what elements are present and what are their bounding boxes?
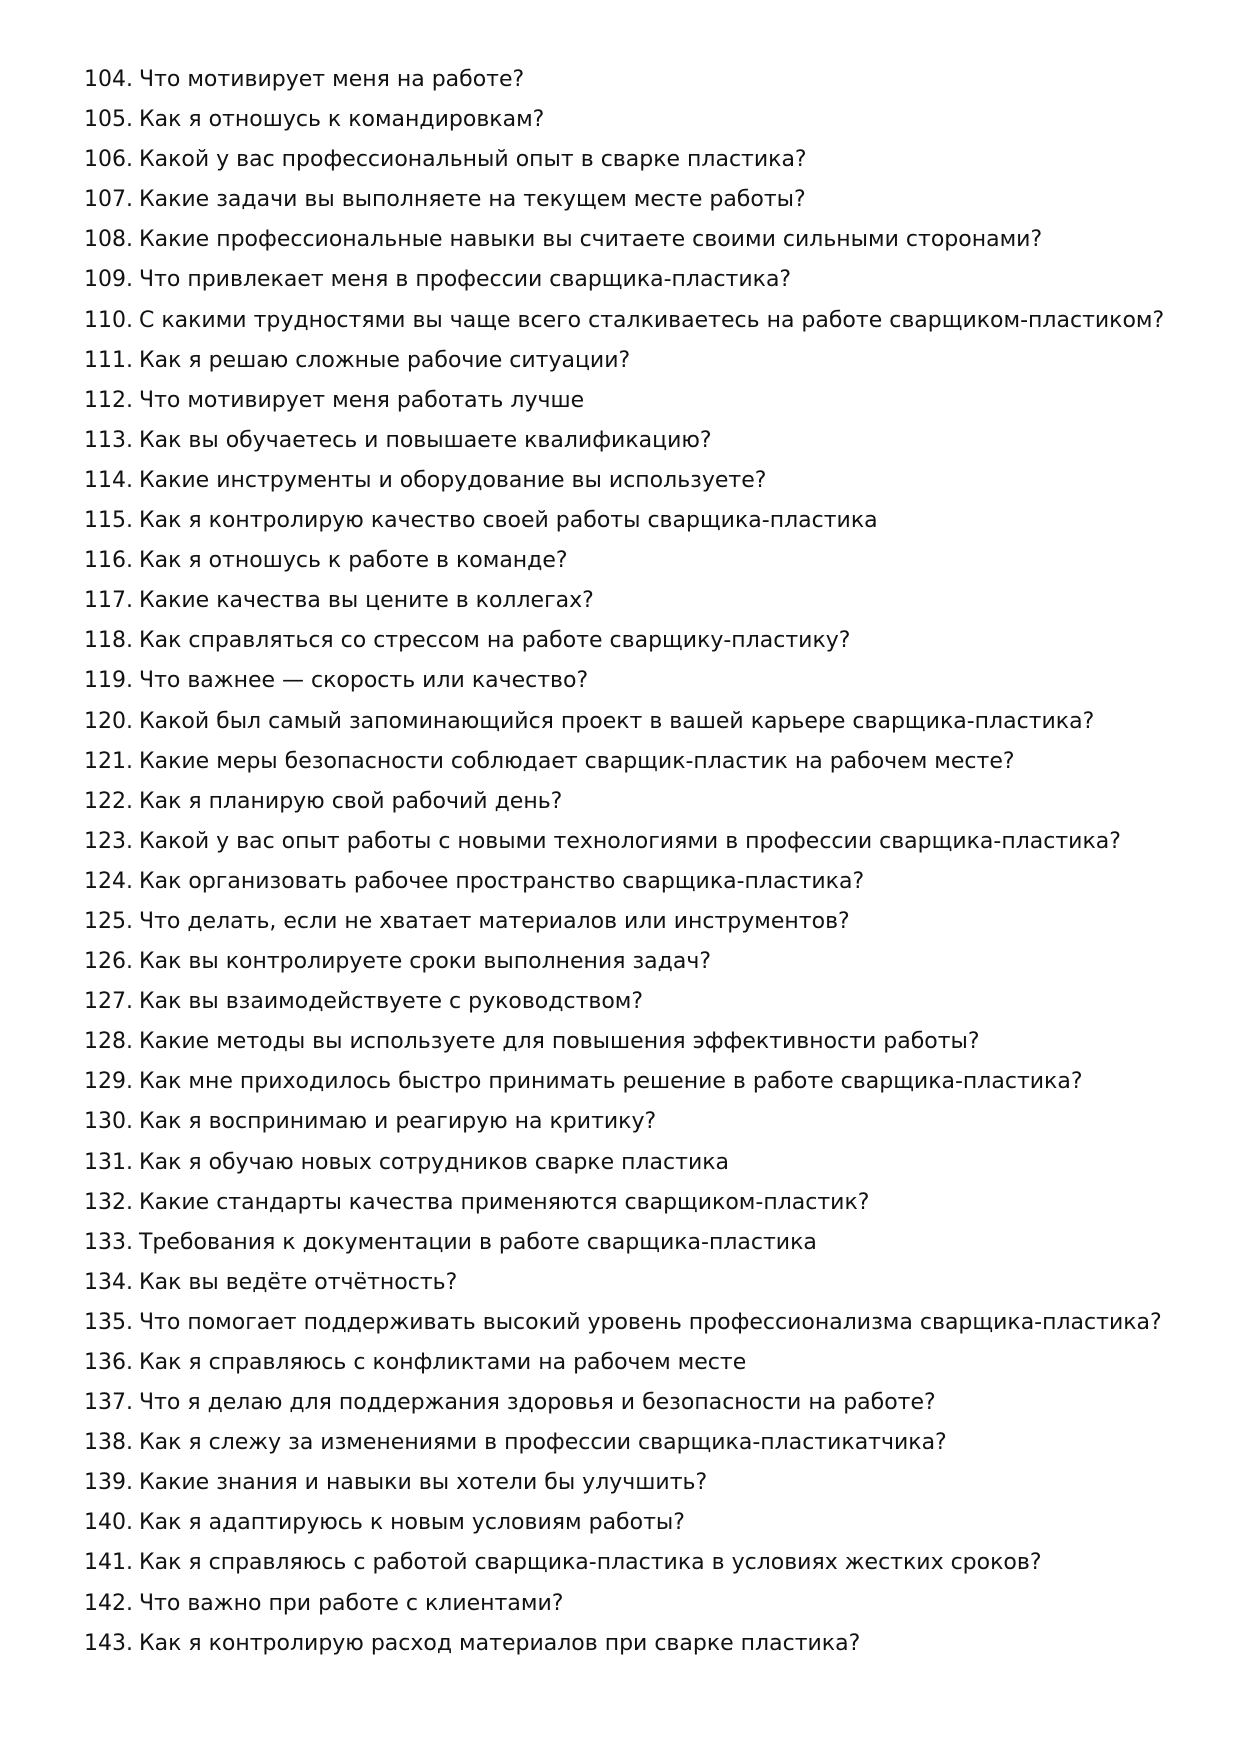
question-text: Как я решаю сложные рабочие ситуации? [138,347,631,373]
list-item [84,1263,1184,1303]
question-text: Какие стандарты качества применяются сварщиком-пластик? [138,1189,870,1215]
question-text: Какие меры безопасности соблюдает сварщик-пластик на рабочем месте? [138,748,1015,774]
list-item [84,60,1184,100]
question-text: Что помогает поддерживать высокий уровень профессионализма сварщика-пластика? [138,1309,1162,1335]
question-text: Как я справляюсь с конфликтами на рабочем месте [138,1350,747,1375]
list-item [84,1303,1184,1343]
question-text: С какими трудностями вы чаще всего сталкиваетесь на работе сварщиком-пластиком? [138,307,1165,333]
question-number: 105. [84,107,133,133]
list-item [84,180,1184,220]
list-item [84,381,1184,421]
question-text: Какие профессиональные навыки вы считаете своими сильными сторонами? [138,227,1043,253]
question-text: Как я отношусь к работе в команде? [138,548,568,574]
question-number: 128. [84,1029,133,1055]
list-item [84,1584,1184,1624]
question-number: 142. [84,1590,133,1616]
list-item [84,942,1184,982]
question-number: 135. [84,1309,133,1335]
list-item [84,1102,1184,1142]
question-number: 119. [84,668,133,694]
list-item [84,1463,1184,1503]
list-item [84,742,1184,782]
list-item [84,220,1184,260]
list-item [84,581,1184,621]
question-number: 108. [84,227,133,253]
question-number: 118. [84,628,133,654]
question-text: Как мне приходилось быстро принимать решение в работе сварщика-пластика? [138,1069,1083,1095]
question-number: 130. [84,1109,133,1135]
question-number: 143. [84,1630,133,1656]
question-number: 113. [84,427,133,453]
question-text: Как я контролирую качество своей работы сварщика-пластика [138,508,878,534]
list-item [84,100,1184,140]
question-number: 121. [84,748,133,774]
question-number: 131. [84,1149,133,1175]
question-text: Как вы взаимодействуете с руководством? [138,989,644,1015]
list-item [84,461,1184,501]
question-text: Как я адаптируюсь к новым условиям работы? [138,1510,685,1536]
question-number: 111. [84,347,133,373]
list-item [84,1343,1184,1383]
list-item [84,621,1184,661]
question-number: 123. [84,828,133,854]
question-number: 138. [84,1430,133,1456]
question-text: Как я обучаю новых сотрудников сварке пластика [138,1149,730,1175]
question-text: Как вы контролируете сроки выполнения задач? [138,949,712,975]
list-item [84,1143,1184,1183]
question-number: 120. [84,708,133,734]
list-item [84,862,1184,902]
question-text: Какие знания и навыки вы хотели бы улучшить? [138,1470,708,1496]
question-number: 114. [84,467,133,493]
list-item [84,902,1184,942]
list-item [84,260,1184,300]
list-item [84,1503,1184,1543]
list-item [84,140,1184,180]
question-number: 129. [84,1069,133,1095]
question-text: Как организовать рабочее пространство сварщика-пластика? [138,868,865,894]
question-text: Как я отношусь к командировкам? [138,107,545,133]
list-item [84,982,1184,1022]
question-text: Что мотивирует меня на работе? [138,67,525,92]
question-text: Какие качества вы цените в коллегах? [138,588,594,614]
list-item [84,702,1184,742]
question-text: Какие задачи вы выполняете на текущем месте работы? [138,187,806,213]
question-number: 116. [84,548,133,574]
list-item [84,301,1184,341]
question-number: 110. [84,307,133,333]
question-number: 124. [84,868,133,894]
question-text: Что важно при работе с клиентами? [138,1590,564,1616]
list-item [84,1022,1184,1062]
list-item [84,421,1184,461]
question-number: 125. [84,908,133,934]
question-number: 134. [84,1269,133,1295]
question-text: Какие инструменты и оборудование вы используете? [138,467,767,493]
list-item [84,501,1184,541]
question-number: 107. [84,187,133,213]
question-text: Как я воспринимаю и реагирую на критику? [138,1109,657,1135]
question-text: Какой был самый запоминающийся проект в вашей карьере сварщика-пластика? [138,708,1095,734]
question-text: Что я делаю для поддержания здоровья и безопасности на работе? [138,1390,936,1416]
question-text: Требования к документации в работе сварщика-пластика [138,1229,817,1255]
list-item [84,1223,1184,1263]
list-item [84,822,1184,862]
list-item [84,1624,1184,1664]
list-item [84,1062,1184,1102]
question-number: 117. [84,588,133,614]
question-number: 106. [84,147,133,173]
question-text: Как вы ведёте отчётность? [138,1269,458,1295]
question-text: Как я справляюсь с работой сварщика-пластика в условиях жестких сроков? [138,1550,1042,1576]
question-number: 140. [84,1510,133,1536]
question-number: 122. [84,788,133,814]
question-text: Что делать, если не хватает материалов или инструментов? [138,908,850,934]
question-text: Что важнее — скорость или качество? [138,668,589,694]
question-text: Как вы обучаетесь и повышаете квалификацию? [138,427,712,453]
list-item [84,341,1184,381]
question-number: 141. [84,1550,133,1576]
question-number: 104. [84,67,133,92]
list-item [84,782,1184,822]
question-number: 139. [84,1470,133,1496]
question-number: 136. [84,1350,133,1375]
list-item [84,1543,1184,1583]
question-text: Какой у вас опыт работы с новыми технологиями в профессии сварщика-пластика? [138,828,1121,854]
question-text: Как справляться со стрессом на работе сварщику-пластику? [138,628,851,654]
list-item [84,1383,1184,1423]
list-item [84,1423,1184,1463]
question-text: Какой у вас профессиональный опыт в сварке пластика? [138,147,807,173]
question-number: 132. [84,1189,133,1215]
question-text: Как я контролирую расход материалов при сварке пластика? [138,1630,861,1656]
list-item [84,541,1184,581]
question-number: 137. [84,1390,133,1416]
question-number: 127. [84,989,133,1015]
question-text: Какие методы вы используете для повышения эффективности работы? [138,1029,980,1055]
question-text: Как я слежу за изменениями в профессии сварщика-пластикатчика? [138,1430,947,1456]
question-number: 115. [84,508,133,534]
question-list [84,60,1184,1664]
question-text: Что мотивирует меня работать лучше [138,387,585,413]
list-item [84,661,1184,701]
question-number: 109. [84,267,133,293]
question-number: 133. [84,1229,133,1255]
question-text: Как я планирую свой рабочий день? [138,788,563,814]
list-item [84,1183,1184,1223]
question-number: 112. [84,387,133,413]
question-text: Что привлекает меня в профессии сварщика-пластика? [138,267,792,293]
question-number: 126. [84,949,133,975]
